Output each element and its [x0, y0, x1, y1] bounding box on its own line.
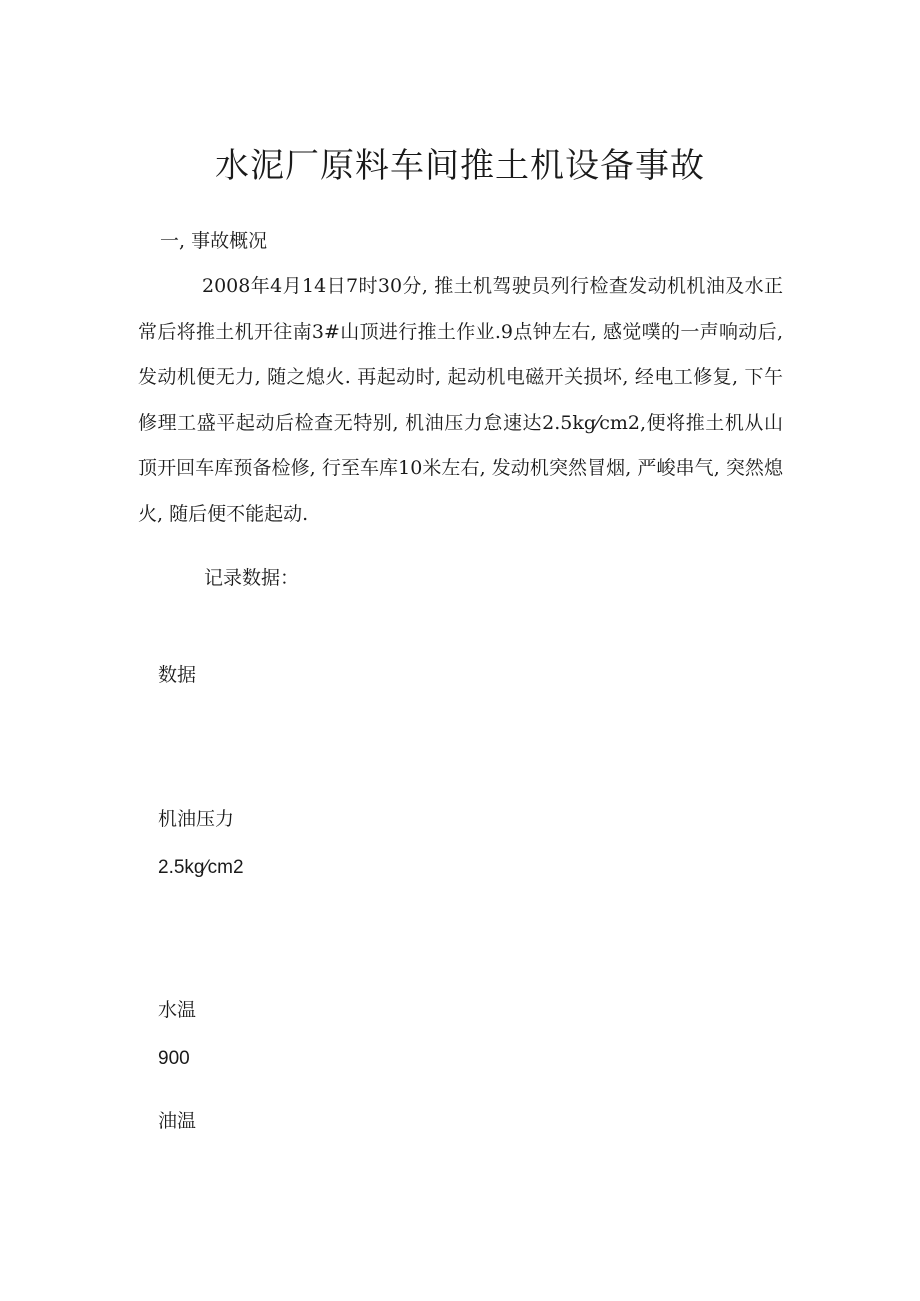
page-title: 水泥厂原料车间推土机设备事故 [215, 146, 705, 186]
water-temp-value: 900 [158, 1048, 190, 1069]
data-header: 数据 [158, 664, 197, 686]
record-data-label: 记录数据： [204, 567, 300, 589]
water-temp-label: 水温 [158, 999, 197, 1021]
incident-description: 2008年4月14日7时30分, 推土机驾驶员列行检查发动机机油及水正常后将推土机开往南3#山顶进行推土作业.9点钟左右, 感觉噗的一声响动后, 发动机便无力, 随之熄火. 再起动时, 起动机电磁开关损坏, 经电工修复, 下午修理工盛平起动后检查无特别, 机油压力怠速达2.5kg⁄cm2,便将推土机从山顶开回车库预备检修, 行至车库10米左右, 发动机突然冒烟, 严峻串气, 突然熄火, 随后便不能起动. [138, 275, 783, 525]
oil-temp-label: 油温 [158, 1110, 197, 1132]
section-heading: 一, 事故概况 [160, 230, 268, 252]
oil-pressure-value: 2.5kg⁄cm2 [158, 857, 244, 878]
oil-pressure-label: 机油压力 [158, 808, 235, 830]
